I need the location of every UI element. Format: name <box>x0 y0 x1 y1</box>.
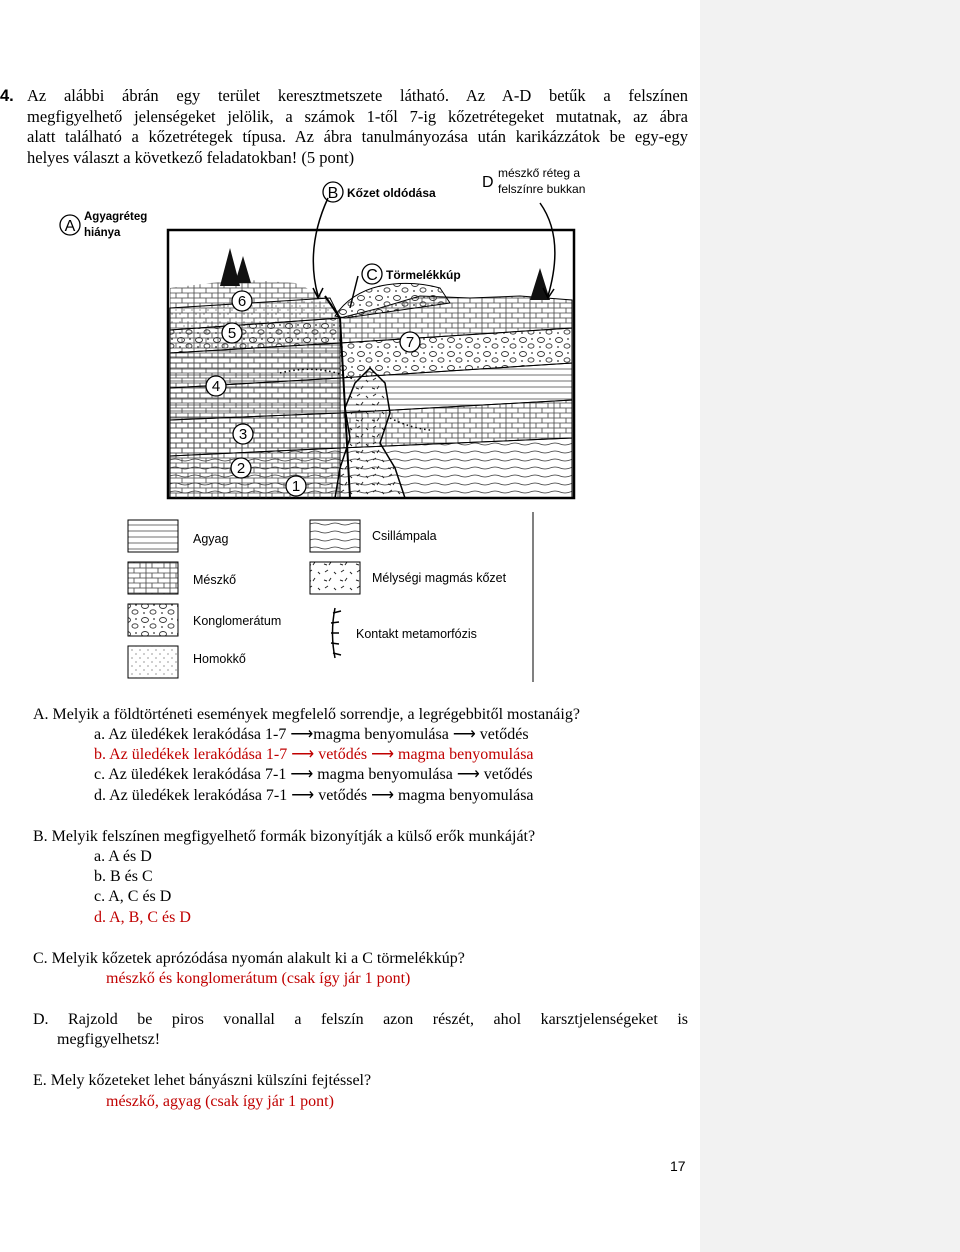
layer-7: 7 <box>405 334 415 351</box>
option-a-a[interactable]: a. Az üledékek lerakódása 1-7 ⟶magma benyomulása ⟶ vetődés <box>94 726 529 743</box>
legend-homokko: Homokkő <box>193 652 246 666</box>
option-b-d[interactable]: d. A, B, C és D <box>94 909 191 926</box>
label-d-text1: mészkő réteg a <box>498 168 581 180</box>
legend <box>128 512 533 682</box>
label-a-text1: Agyagréteg <box>84 211 148 223</box>
question-a-text: A. Melyik a földtörténeti események megfelelő sorrendje, a legrégebbitől mostanáig? <box>33 706 580 723</box>
layer-5: 5 <box>227 325 237 342</box>
question-d <box>33 1010 688 1050</box>
legend-meszko: Mészkő <box>193 573 237 587</box>
layer-4: 4 <box>211 378 221 395</box>
label-d-text2: felszínre bukkan <box>498 182 586 196</box>
option-b-c[interactable]: c. A, C és D <box>94 888 172 905</box>
question-line: alatt található a kőzetrétegek típusa. Az ábra tanulmányozása után karikázzátok be egy-egy <box>27 127 688 146</box>
legend-kontakt: Kontakt metamorfózis <box>356 627 477 641</box>
label-d-letter: D <box>482 174 494 191</box>
label-c-text: Törmelékkúp <box>386 268 461 282</box>
label-c-letter: C <box>366 267 378 284</box>
question-b-text: B. Melyik felszínen megfigyelhető formák bizonyítják a külső erők munkáját? <box>33 828 536 845</box>
question-d-line2: megfigyelhetsz! <box>57 1031 161 1048</box>
layer-2: 2 <box>236 460 246 477</box>
answer-e: mészkő, agyag (csak így jár 1 pont) <box>106 1093 334 1110</box>
page-number: 17 <box>670 1158 686 1174</box>
legend-agyag: Agyag <box>193 532 229 546</box>
question-line: helyes választ a következő feladatokban! (5 pont) <box>27 147 355 167</box>
legend-magmas: Mélységi magmás kőzet <box>372 571 507 585</box>
option-b-b[interactable]: b. B és C <box>94 868 153 885</box>
legend-csillampala: Csillámpala <box>372 529 437 543</box>
option-a-d[interactable]: d. Az üledékek lerakódása 7-1 ⟶ vetődés ⟶ magma benyomulása <box>94 787 534 804</box>
question-c-text: C. Melyik kőzetek aprózódása nyomán alakult ki a C törmelékkúp? <box>33 950 465 967</box>
answer-c: mészkő és konglomerátum (csak így jár 1 pont) <box>106 970 411 987</box>
comment-sidebar <box>700 0 960 1252</box>
question-line: megfigyelhető jelenségeket jelölik, a számok 1-től 7-ig kőzetrétegeket mutatnak, az ábra <box>27 106 688 126</box>
label-a-text2: hiánya <box>84 227 121 239</box>
question-number: 4. <box>0 87 14 105</box>
layer-3: 3 <box>238 426 248 443</box>
legend-konglomeratum: Konglomerátum <box>193 614 282 628</box>
option-b-a[interactable]: a. A és D <box>94 848 152 865</box>
cross-section-diagram <box>50 168 650 688</box>
question-text <box>27 86 688 168</box>
option-a-c[interactable]: c. Az üledékek lerakódása 7-1 ⟶ magma benyomulása ⟶ vetődés <box>94 766 533 783</box>
option-a-b[interactable]: b. Az üledékek lerakódása 1-7 ⟶ vetődés ⟶ magma benyomulása <box>94 746 534 763</box>
question-line: Az alábbi ábrán egy terület keresztmetszete látható. Az A-D betűk a felszínen <box>27 86 688 105</box>
layer-1: 1 <box>291 478 301 495</box>
label-b-text: Kőzet oldódása <box>347 186 436 200</box>
question-e-text: E. Mely kőzeteket lehet bányászni külszíni fejtéssel? <box>33 1072 372 1089</box>
label-b-letter: B <box>327 185 339 202</box>
label-a-letter: A <box>64 218 76 235</box>
question-d-line1: D. Rajzold be piros vonallal a felszín azon részét, ahol karsztjelenségeket is <box>33 1011 688 1028</box>
layer-6: 6 <box>237 293 247 310</box>
